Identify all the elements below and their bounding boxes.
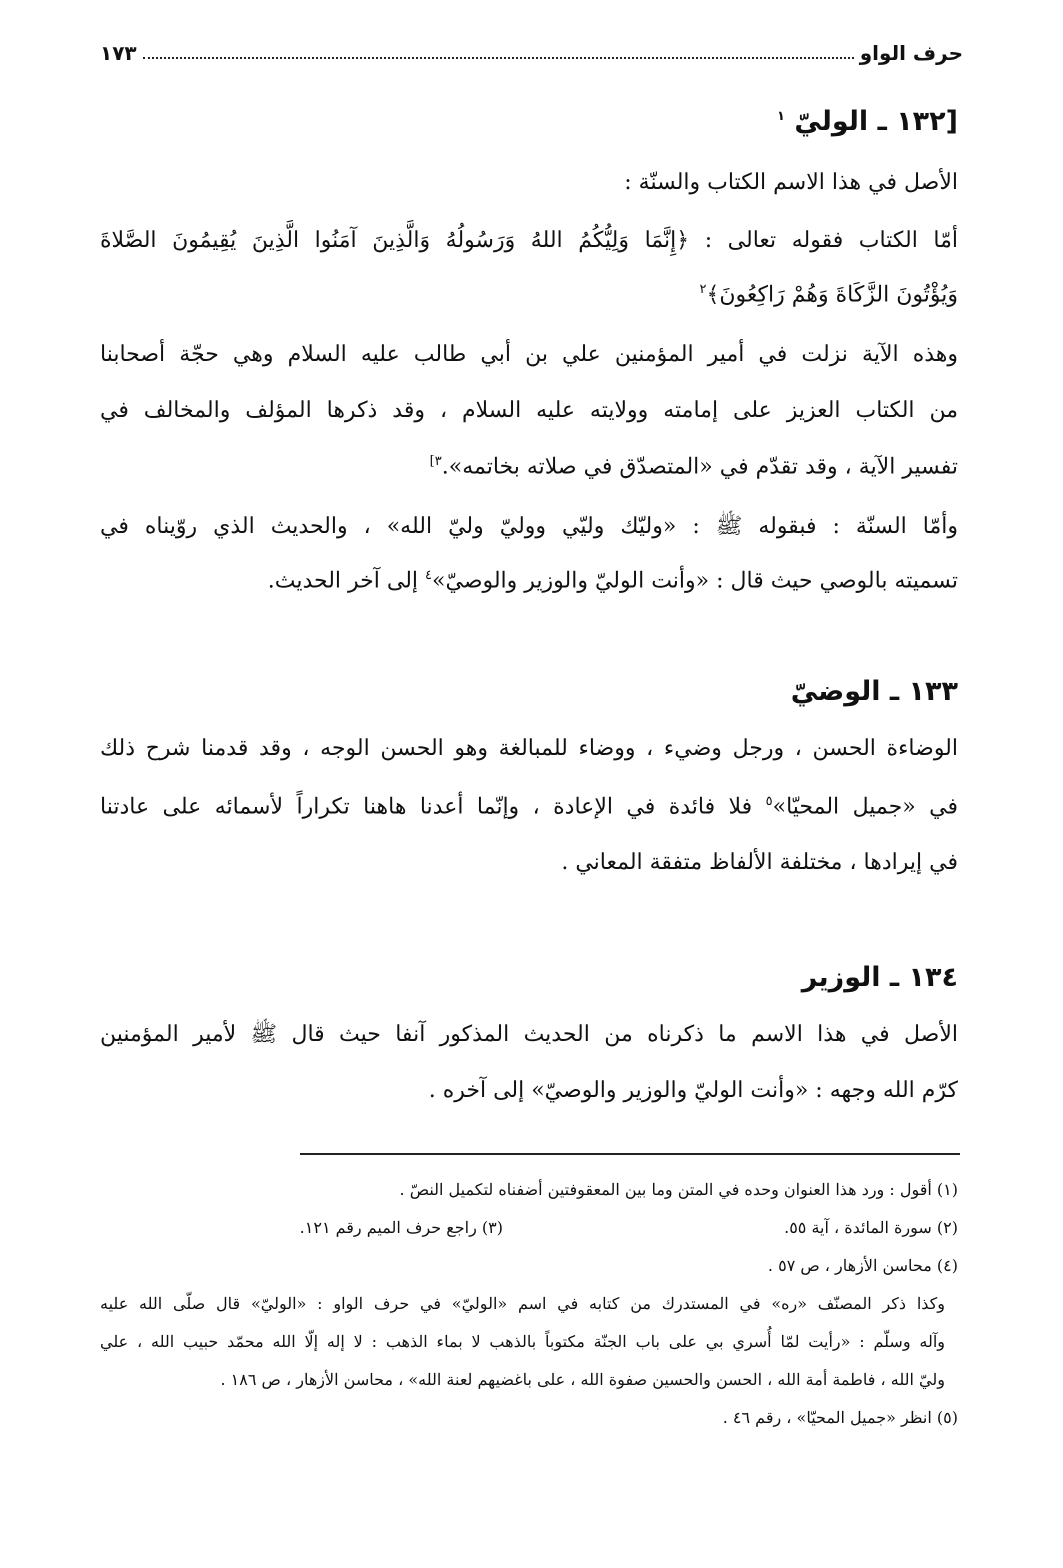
leader-dots [143, 47, 854, 59]
footnote-5: (٥) انظر «جميل المحيّا» ، رقم ٤٦ . [722, 1408, 958, 1427]
entry-title-132 [777, 106, 958, 137]
text-line: أمّا الكتاب فقوله تعالى : ﴿إِنَّمَا وَلِيُّكُمُ اللهُ وَرَسُولُهُ وَالَّذِينَ آمَنُوا الَّذِينَ يُقِيمُونَ الصَّلاةَ [100, 228, 958, 253]
footnote-separator [300, 1153, 960, 1155]
text-line [100, 794, 958, 819]
footnote-1: (١) أقول : ورد هذا العنوان وحده في المتن وما بين المعقوفتين أضفناه لتكميل النصّ . [399, 1180, 958, 1199]
footnote-ref: ١ [777, 109, 785, 124]
text-segment: فلا فائدة في الإعادة ، وإنّما أعدنا هاهنا تكراراً لأسمائه على عادتنا [100, 794, 753, 820]
running-head [100, 38, 963, 68]
footnote-ref: ٤ [425, 568, 433, 583]
text-line: الأصل في هذا الاسم الكتاب والسنّة : [624, 170, 958, 195]
quran-verse-end: وَيُؤْتُونَ الزَّكَاةَ وَهُمْ رَاكِعُونَ﴾ [706, 282, 958, 308]
text-line [268, 568, 958, 593]
chapter-title: حرف الواو [859, 41, 963, 65]
footnote-4: (٤) محاسن الأزهار ، ص ٥٧ . [767, 1256, 958, 1275]
entry-title-134: ١٣٤ ـ الوزير [801, 962, 958, 993]
footnote-4-continuation: وكذا ذكر المصنّف «ره» في المستدرك من كتابه في اسم «الوليّ» في حرف الواو : «الوليّ» قال صلّى الله عليه [100, 1294, 945, 1313]
text-segment: في «جميل المحيّا» [772, 794, 958, 820]
text-line: من الكتاب العزيز على إمامته وولايته عليه السلام ، وقد ذكرها المؤلف والمخالف في [100, 398, 958, 423]
text-segment: إلى آخر الحديث. [267, 568, 419, 594]
entry-title-133: ١٣٣ ـ الوضيّ [790, 676, 958, 707]
text-line: في إيرادها ، مختلفة الألفاظ متفقة المعاني . [561, 850, 958, 875]
text-segment: تسميته بالوصي حيث قال : «وأنت الوليّ والوزير والوصيّ» [432, 568, 958, 594]
text-line: وهذه الآية نزلت في أمير المؤمنين علي بن أبي طالب عليه السلام وهي حجّة أصحابنا [100, 342, 958, 367]
footnote-4-continuation: وآله وسلّم : «رأيت لمّا أُسري بي على باب الجنّة مكتوباً بالذهب لا بماء الذهب : لا إله إلّا الله محمّد حبيب الله ، علي [100, 1332, 945, 1351]
page-number: ١٧٣ [100, 41, 137, 65]
footnote-ref: ٢ [699, 282, 707, 297]
text-line: وأمّا السنّة : فبقوله ﷺ : «وليّك وليّي ووليّ وليّ الله» ، والحديث الذي روّيناه في [100, 514, 958, 539]
text-line: كرّم الله وجهه : «وأنت الوليّ والوزير والوصيّ» إلى آخره . [428, 1078, 958, 1103]
text-segment: تفسير الآية ، وقد تقدّم في «المتصدّق في صلاته بخاتمه». [441, 454, 958, 480]
text-line [430, 454, 958, 479]
text-line: الوضاءة الحسن ، ورجل وضيء ، ووضاء للمبالغة وهو الحسن الوجه ، وقد قدمنا شرح ذلك [100, 736, 958, 761]
footnote-3: (٣) راجع حرف الميم رقم ١٢١. [299, 1218, 503, 1237]
entry-title-text: [١٣٢ ـ الوليّ [794, 106, 958, 137]
text-line: الأصل في هذا الاسم ما ذكرناه من الحديث المذكور آنفا حيث قال ﷺ لأمير المؤمنين [100, 1022, 959, 1047]
footnote-ref: ٣] [429, 454, 442, 469]
footnote-ref: ٥ [765, 794, 773, 809]
footnote-4-continuation: وليّ الله ، فاطمة أمة الله ، الحسن والحسين صفوة الله ، على باغضيهم لعنة الله» ، محاسن الأزهار ، ص ١٨٦ . [220, 1370, 945, 1389]
footnote-2: (٢) سورة المائدة ، آية ٥٥. [784, 1218, 958, 1237]
text-line [700, 282, 958, 307]
